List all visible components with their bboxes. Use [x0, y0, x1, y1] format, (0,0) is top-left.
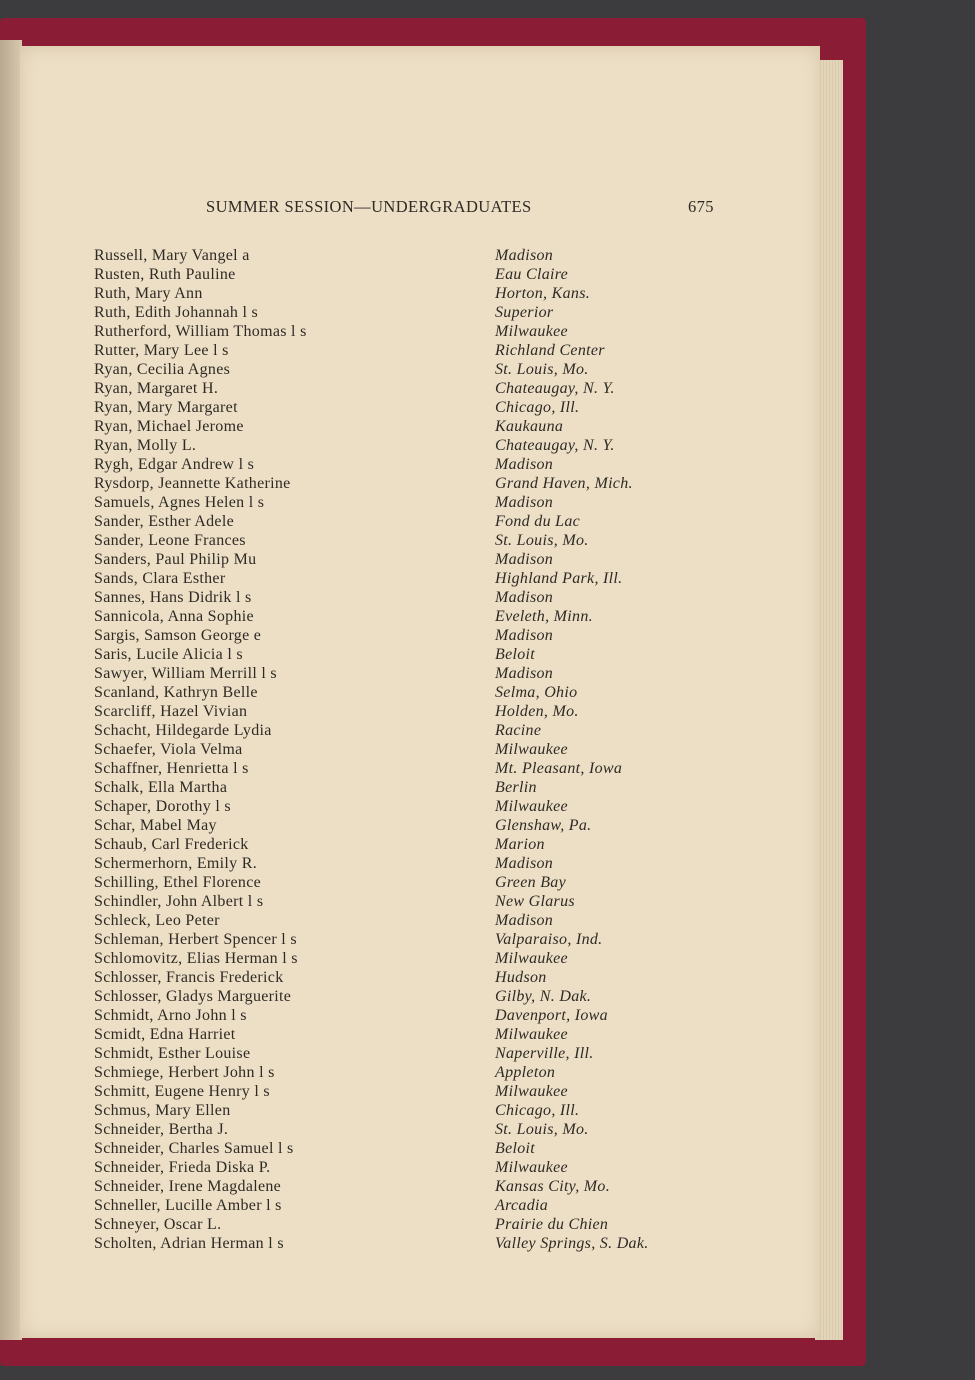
hometown: Beloit: [495, 1140, 536, 1157]
list-item: [20, 417, 820, 436]
list-item: [20, 588, 820, 607]
student-name: Ruth, Mary Ann: [94, 285, 203, 302]
student-name: Schneider, Bertha J.: [94, 1121, 229, 1138]
list-item: [20, 398, 820, 417]
hometown: Madison: [495, 589, 554, 606]
list-item: [20, 341, 820, 360]
student-name: Rutherford, William Thomas l s: [94, 323, 307, 340]
book-page: [20, 46, 820, 1338]
student-name: Schaffner, Henrietta l s: [94, 760, 249, 777]
hometown: Berlin: [495, 779, 537, 796]
hometown: Holden, Mo.: [495, 703, 579, 720]
list-item: [20, 360, 820, 379]
hometown: Hudson: [495, 969, 547, 986]
hometown: Chicago, Ill.: [495, 399, 580, 416]
student-name: Ryan, Margaret H.: [94, 380, 219, 397]
student-name: Schindler, John Albert l s: [94, 893, 264, 910]
list-item: [20, 778, 820, 797]
list-item: [20, 569, 820, 588]
student-name: Sanders, Paul Philip Mu: [94, 551, 257, 568]
hometown: Marion: [495, 836, 545, 853]
student-name: Sands, Clara Esther: [94, 570, 226, 587]
page-number: 675: [688, 197, 714, 216]
hometown: Milwaukee: [495, 1159, 568, 1176]
list-item: [20, 797, 820, 816]
hometown: Valley Springs, S. Dak.: [495, 1235, 649, 1252]
list-item: [20, 1139, 820, 1158]
list-item: [20, 759, 820, 778]
student-name: Schaub, Carl Frederick: [94, 836, 249, 853]
student-name: Rygh, Edgar Andrew l s: [94, 456, 255, 473]
hometown: Prairie du Chien: [495, 1216, 609, 1233]
student-name: Schmus, Mary Ellen: [94, 1102, 231, 1119]
list-item: [20, 930, 820, 949]
list-item: [20, 645, 820, 664]
student-name: Schleman, Herbert Spencer l s: [94, 931, 297, 948]
student-name: Schacht, Hildegarde Lydia: [94, 722, 272, 739]
student-name: Samuels, Agnes Helen l s: [94, 494, 265, 511]
hometown: Chicago, Ill.: [495, 1102, 580, 1119]
list-item: [20, 322, 820, 341]
hometown: Milwaukee: [495, 323, 568, 340]
hometown: Horton, Kans.: [495, 285, 591, 302]
list-item: [20, 455, 820, 474]
list-item: [20, 721, 820, 740]
student-name: Schaper, Dorothy l s: [94, 798, 231, 815]
student-name: Scanland, Kathryn Belle: [94, 684, 258, 701]
running-title: SUMMER SESSION—UNDERGRADUATES: [206, 197, 532, 216]
student-name: Rusten, Ruth Pauline: [94, 266, 236, 283]
hometown: Grand Haven, Mich.: [495, 475, 633, 492]
student-name: Schneider, Irene Magdalene: [94, 1178, 282, 1195]
student-name: Schmiege, Herbert John l s: [94, 1064, 275, 1081]
hometown: Racine: [495, 722, 542, 739]
student-name: Schmidt, Esther Louise: [94, 1045, 251, 1062]
hometown: Madison: [495, 855, 554, 872]
list-item: [20, 1196, 820, 1215]
hometown: Arcadia: [495, 1197, 549, 1214]
list-item: [20, 1177, 820, 1196]
list-item: [20, 607, 820, 626]
hometown: Madison: [495, 247, 554, 264]
book-spine: [0, 40, 22, 1340]
student-name: Saris, Lucile Alicia l s: [94, 646, 243, 663]
hometown: Chateaugay, N. Y.: [495, 437, 615, 454]
list-item: [20, 1101, 820, 1120]
page-header: [20, 197, 820, 219]
list-item: [20, 303, 820, 322]
list-item: [20, 1120, 820, 1139]
student-name: Sargis, Samson George e: [94, 627, 262, 644]
hometown: Gilby, N. Dak.: [495, 988, 592, 1005]
list-item: [20, 493, 820, 512]
list-item: [20, 379, 820, 398]
hometown: Milwaukee: [495, 798, 568, 815]
hometown: Milwaukee: [495, 1083, 568, 1100]
list-item: [20, 702, 820, 721]
list-item: [20, 246, 820, 265]
student-name: Schar, Mabel May: [94, 817, 217, 834]
student-name: Schneider, Frieda Diska P.: [94, 1159, 271, 1176]
list-item: [20, 1082, 820, 1101]
hometown: Eveleth, Minn.: [495, 608, 593, 625]
hometown: Chateaugay, N. Y.: [495, 380, 615, 397]
list-item: [20, 816, 820, 835]
student-name: Schmidt, Arno John l s: [94, 1007, 247, 1024]
list-item: [20, 1234, 820, 1253]
list-item: [20, 531, 820, 550]
hometown: St. Louis, Mo.: [495, 361, 589, 378]
hometown: Glenshaw, Pa.: [495, 817, 592, 834]
hometown: Richland Center: [495, 342, 605, 359]
list-item: [20, 949, 820, 968]
list-item: [20, 968, 820, 987]
student-name: Schlomovitz, Elias Herman l s: [94, 950, 298, 967]
list-item: [20, 835, 820, 854]
hometown: Madison: [495, 665, 554, 682]
hometown: Valparaiso, Ind.: [495, 931, 603, 948]
list-item: [20, 740, 820, 759]
student-name: Russell, Mary Vangel a: [94, 247, 250, 264]
hometown: Milwaukee: [495, 950, 568, 967]
hometown: Naperville, Ill.: [495, 1045, 594, 1062]
hometown: Madison: [495, 627, 554, 644]
list-item: [20, 873, 820, 892]
list-item: [20, 1158, 820, 1177]
student-name: Schalk, Ella Martha: [94, 779, 228, 796]
student-name: Sawyer, William Merrill l s: [94, 665, 277, 682]
student-name: Schneller, Lucille Amber l s: [94, 1197, 282, 1214]
student-list: [20, 246, 820, 1253]
list-item: [20, 265, 820, 284]
list-item: [20, 1215, 820, 1234]
list-item: [20, 550, 820, 569]
student-name: Schmitt, Eugene Henry l s: [94, 1083, 270, 1100]
hometown: New Glarus: [495, 893, 575, 910]
student-name: Sander, Leone Frances: [94, 532, 246, 549]
student-name: Schlosser, Gladys Marguerite: [94, 988, 292, 1005]
student-name: Rysdorp, Jeannette Katherine: [94, 475, 291, 492]
hometown: Madison: [495, 456, 554, 473]
list-item: [20, 474, 820, 493]
student-name: Ryan, Mary Margaret: [94, 399, 238, 416]
student-name: Scarcliff, Hazel Vivian: [94, 703, 248, 720]
list-item: [20, 987, 820, 1006]
hometown: Superior: [495, 304, 554, 321]
list-item: [20, 683, 820, 702]
list-item: [20, 284, 820, 303]
list-item: [20, 1044, 820, 1063]
hometown: St. Louis, Mo.: [495, 1121, 589, 1138]
hometown: Davenport, Iowa: [495, 1007, 608, 1024]
hometown: Highland Park, Ill.: [495, 570, 623, 587]
list-item: [20, 892, 820, 911]
student-name: Schilling, Ethel Florence: [94, 874, 262, 891]
hometown: Madison: [495, 551, 554, 568]
student-name: Schlosser, Francis Frederick: [94, 969, 284, 986]
list-item: [20, 664, 820, 683]
student-name: Schleck, Leo Peter: [94, 912, 220, 929]
hometown: Milwaukee: [495, 1026, 568, 1043]
hometown: Appleton: [495, 1064, 556, 1081]
hometown: Green Bay: [495, 874, 566, 891]
list-item: [20, 1063, 820, 1082]
student-name: Sannicola, Anna Sophie: [94, 608, 254, 625]
list-item: [20, 626, 820, 645]
hometown: Madison: [495, 912, 554, 929]
hometown: Mt. Pleasant, Iowa: [495, 760, 623, 777]
student-name: Rutter, Mary Lee l s: [94, 342, 229, 359]
list-item: [20, 1025, 820, 1044]
hometown: Kansas City, Mo.: [495, 1178, 611, 1195]
student-name: Schaefer, Viola Velma: [94, 741, 243, 758]
student-name: Ryan, Molly L.: [94, 437, 197, 454]
hometown: Eau Claire: [495, 266, 569, 283]
list-item: [20, 1006, 820, 1025]
student-name: Sander, Esther Adele: [94, 513, 234, 530]
list-item: [20, 854, 820, 873]
student-name: Ryan, Michael Jerome: [94, 418, 244, 435]
list-item: [20, 512, 820, 531]
hometown: Selma, Ohio: [495, 684, 578, 701]
hometown: Kaukauna: [495, 418, 564, 435]
list-item: [20, 911, 820, 930]
student-name: Ruth, Edith Johannah l s: [94, 304, 259, 321]
hometown: Milwaukee: [495, 741, 568, 758]
hometown: St. Louis, Mo.: [495, 532, 589, 549]
hometown: Madison: [495, 494, 554, 511]
student-name: Schneyer, Oscar L.: [94, 1216, 222, 1233]
student-name: Scholten, Adrian Herman l s: [94, 1235, 284, 1252]
hometown: Beloit: [495, 646, 536, 663]
student-name: Schermerhorn, Emily R.: [94, 855, 258, 872]
student-name: Schneider, Charles Samuel l s: [94, 1140, 294, 1157]
hometown: Fond du Lac: [495, 513, 581, 530]
student-name: Scmidt, Edna Harriet: [94, 1026, 236, 1043]
student-name: Sannes, Hans Didrik l s: [94, 589, 252, 606]
list-item: [20, 436, 820, 455]
student-name: Ryan, Cecilia Agnes: [94, 361, 231, 378]
